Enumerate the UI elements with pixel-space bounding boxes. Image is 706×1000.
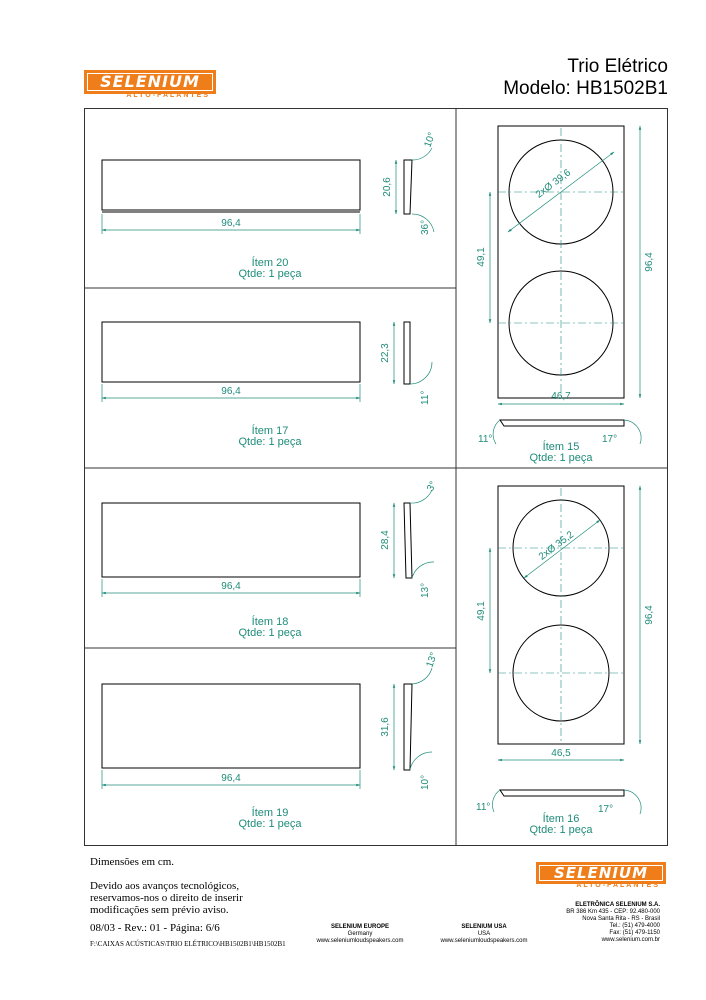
company-address: BR 386 Km 435 - CEP: 92.480-000 (566, 909, 660, 915)
office-europe (300, 924, 420, 945)
hole-pitch: 49,1 (476, 601, 487, 621)
company-info (536, 902, 660, 944)
office-website[interactable]: www.seleniumloudspeakers.com (316, 938, 404, 944)
angle-right: 17° (602, 434, 618, 445)
hole-diameter: 2xØ 39,6 (533, 167, 574, 201)
quantity-label: Qtde: 1 peça (238, 627, 302, 639)
disclaimer-line: Devido aos avanços tecnológicos, (90, 880, 240, 892)
height-dimension: 31,6 (380, 717, 391, 737)
item-label: Ítem 18 (251, 616, 289, 628)
angle-bottom: 11° (420, 390, 431, 405)
selenium-logo: SELENIUM (84, 70, 216, 94)
board-face (102, 684, 360, 768)
baffle-height: 96,4 (644, 605, 655, 625)
angle-bottom: 13° (420, 582, 431, 598)
item-label: Ítem 17 (251, 425, 289, 437)
angle-bottom: 36° (420, 219, 431, 235)
selenium-footer-logo: SELENIUM (536, 862, 666, 884)
height-dimension: 28,4 (380, 530, 391, 550)
office-website[interactable]: www.seleniumloudspeakers.com (440, 938, 528, 944)
disclaimer-line: reservamos-nos o direito de inserir (90, 892, 243, 904)
office-country: USA (477, 931, 491, 937)
part-item-20 (102, 160, 412, 214)
quantity-label: Qtde: 1 peça (529, 452, 593, 464)
part-item-17 (102, 322, 410, 384)
angle-right: 17° (598, 804, 614, 815)
office-country: Germany (347, 931, 373, 937)
hole-pitch: 49,1 (476, 247, 487, 267)
board-face (102, 160, 360, 210)
angle-top: 13° (424, 651, 440, 670)
length-dimension: 96,4 (221, 218, 241, 229)
baffle-height: 96,4 (644, 252, 655, 272)
item-label: Ítem 16 (542, 813, 580, 825)
revision-info: 08/03 - Rev.: 01 - Página: 6/6 (90, 922, 220, 934)
disclaimer (90, 880, 243, 916)
length-dimension: 96,4 (221, 581, 241, 592)
board-profile (404, 503, 412, 578)
baffle-width: 46,7 (551, 391, 571, 402)
quantity-label: Qtde: 1 peça (238, 268, 302, 280)
baffle-profile (500, 420, 624, 426)
units-note: Dimensões em cm. (90, 856, 175, 868)
part-item-19 (102, 684, 412, 770)
model-title: Modelo: HB1502B1 (503, 78, 668, 99)
part-item-18 (102, 503, 412, 578)
item-label: Ítem 19 (251, 807, 289, 819)
company-name: ELETRÔNICA SELENIUM S.A. (575, 902, 660, 908)
length-dimension: 96,4 (221, 773, 241, 784)
company-city: Nova Santa Rita - RS - Brasil (582, 916, 660, 922)
angle-top: 10° (422, 131, 438, 150)
hole-diameter: 2xØ 35,2 (536, 529, 577, 563)
angle-left: 11° (478, 434, 493, 445)
baffle-profile (500, 790, 624, 796)
company-phone: Tel.: (51) 479-4000 (609, 923, 660, 929)
board-profile (404, 322, 410, 384)
drawing-title: Trio Elétrico (567, 56, 668, 77)
office-usa (424, 924, 544, 945)
footer-logo-tagline: ALTO-FALANTES (576, 882, 660, 889)
item-label: Ítem 15 (542, 441, 580, 453)
logo-tagline: ALTO-FALANTES (126, 92, 210, 99)
angle-bottom: 10° (420, 774, 431, 790)
file-path: F:\CAIXAS ACÚSTICAS\TRIO ELÉTRICO\HB1502B1\HB1502B1 (90, 940, 286, 948)
board-face (102, 322, 360, 382)
office-name: SELENIUM EUROPE (330, 924, 389, 930)
length-dimension: 96,4 (221, 386, 241, 397)
board-profile (404, 160, 412, 214)
height-dimension: 20,6 (382, 177, 393, 197)
board-profile (404, 684, 412, 770)
office-name: SELENIUM USA (461, 924, 507, 930)
disclaimer-line: modificações sem prévio aviso. (90, 904, 229, 916)
baffle-width: 46,5 (551, 748, 571, 759)
angle-left: 11° (476, 802, 491, 813)
company-fax: Fax: (51) 479-1150 (609, 930, 660, 936)
quantity-label: Qtde: 1 peça (238, 818, 302, 830)
board-face (102, 503, 360, 577)
quantity-label: Qtde: 1 peça (238, 436, 302, 448)
company-website[interactable]: www.selenium.com.br (601, 937, 660, 943)
angle-top: 3° (425, 479, 440, 494)
item-label: Ítem 20 (251, 257, 289, 269)
height-dimension: 22,3 (380, 343, 391, 363)
quantity-label: Qtde: 1 peça (529, 824, 593, 836)
